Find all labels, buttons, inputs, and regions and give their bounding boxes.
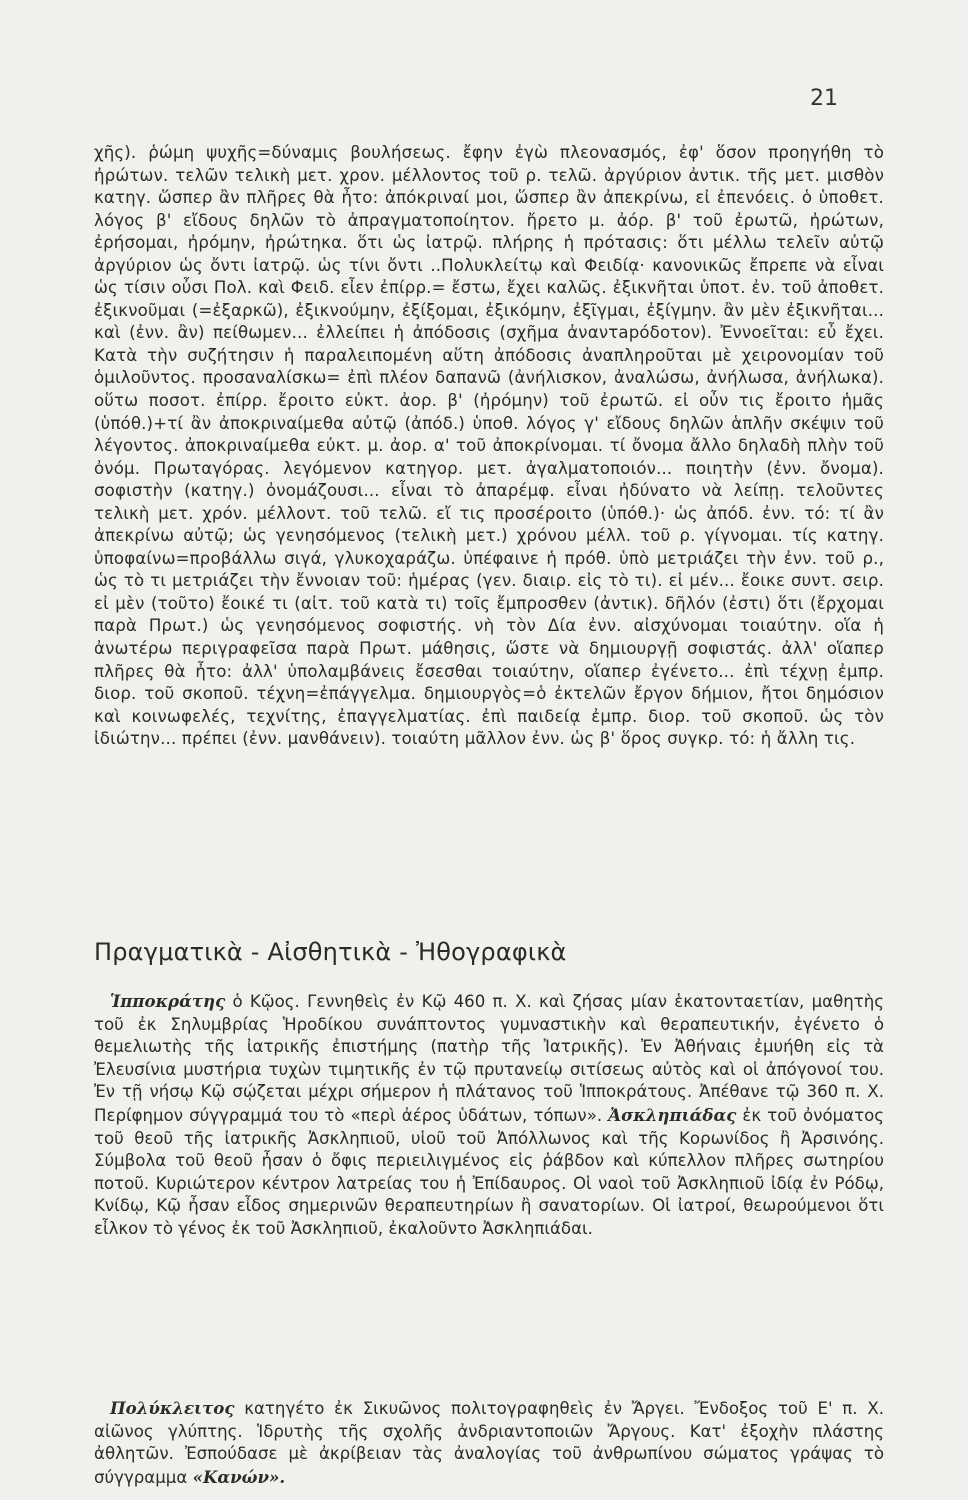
entry-name-hippocrates: Ἱπποκράτης <box>110 991 226 1011</box>
entry-name-asklepiades: Ἀσκληπιάδας <box>608 1104 737 1125</box>
entry-text-polykleitos: κατηγέτο ἐκ Σικυῶνος πολιτογραφηθεὶς ἐν Ἄργει. Ἔνδοξος τοῦ Ε' π. Χ. αἰῶνος γλύπτης. Ἱδρυτὴς τῆς σχολῆς ἀνδριαντοποιῶν Ἄργους. Κατ' ἐξοχὴν πλάστης ἀθλητῶν. Ἐσπούδασε μὲ ἀκρίβειαν τὰς ἀναλογίας τοῦ ἀνθρωπίνου σώματος γράψας τὸ σύγγραμμα <box>94 1399 884 1487</box>
entry-text-hippocrates: ὁ Κῷος. Γεννηθεὶς ἐν Κῷ 460 π. Χ. καὶ ζήσας μίαν ἑκατονταετίαν, μαθητὴς τοῦ ἐκ Σηλυμβρίας Ἡροδίκου συνάπτοντος γυμναστικὴν καὶ θεραπευτικήν, ἐγένετο ὁ θεμελιωτὴς τῆς ἰατρικῆς ἐπιστήμης (πατὴρ τῆς Ἰατρικῆς). Ἐν Ἀθήναις ἐμυήθη εἰς τὰ Ἐλευσίνια μυστήρια τυχὼν τιμητικῆς ἐν τῷ πρυτανείῳ σιτίσεως αὐτὸς καὶ οἱ ἀπόγονοί του. Ἐν τῇ νήσῳ Κῷ σῴζεται μέχρι σήμερον ἡ πλάτανος τοῦ Ἱπποκράτους. Ἀπέθανε τῷ 360 π. Χ. Περίφημον σύγγραμμά του τὸ «περὶ ἀέρος ὑδάτων, τόπων». <box>94 992 884 1125</box>
entry-polykleitos <box>94 1397 884 1489</box>
commentary-notes: χῆς). ῥώμη ψυχῆς=δύναμις βουλήσεως. ἔφην ἐγὼ πλεονασμός, ἐφ' ὅσον προηγήθη τὸ ἠρώτων. τελῶν τελικὴ μετ. χρον. μέλλοντος τοῦ ρ. τελῶ. ἀργύριον ἀντικ. τῆς μετ. μισθὸν κατηγ. ὥσπερ ἂν πλῆρες θὰ ἦτο: ἀπόκριναί μοι, ὥσπερ ἂν ἀπεκρίνω, εἰ ἐπενόεις. ὁ ὑποθετ. λόγος β' εἴδους δηλῶν τὸ ἀπραγματοποίητον. ἤρετο μ. ἀόρ. β' τοῦ ἐρωτῶ, ἠρώτων, ἐρήσομαι, ἠρόμην, ἠρώτηκα. ὅτι ὡς ἰατρῷ. πλήρης ἡ πρότασις: ὅτι μέλλω τελεῖν αὐτῷ ἀργύριον ὡς ὄντι ἰατρῷ. ὡς τίνι ὄντι ..Πολυκλείτῳ καὶ Φειδίᾳ· κανονικῶς ἔπρεπε νὰ εἶναι ὡς τίσιν οὖσι Πολ. καὶ Φειδ. εἶεν ἐπίρρ.= ἔστω, ἔχει καλῶς. ἐξικνῆται ὑποτ. ἐν. τοῦ ἀποθετ. ἐξικνοῦμαι (=ἐξαρκῶ), ἐξικνούμην, ἐξίξομαι, ἐξικόμην, ἐξῖγμαι, ἐξίγμην. ἂν μὲν ἐξικνῆται... καὶ (ἐνν. ἂν) πείθωμεν... ἐλλείπει ἡ ἀπόδοσις (σχῆμα ἀναντapόδοτον). Ἐννοεῖται: εὖ ἔχει. Κατὰ τὴν συζήτησιν ἡ παραλειπομένη αὕτη ἀπόδοσις ἀναπληροῦται μὲ χειρονομίαν τοῦ ὁμιλοῦντος. προσαναλίσκω= ἐπὶ πλέον δαπανῶ (ἀνήλισκον, ἀναλώσω, ἀνήλωσα, ἀνήλωκα). οὕτω ποσοτ. ἐπίρρ. ἔροιτο εὐκτ. ἀορ. β' (ἠρόμην) τοῦ ἐρωτῶ. εἰ οὖν τις ἔροιτο ἡμᾶς (ὑπόθ.)+τί ἂν ἀποκριναίμεθα αὐτῷ (ἀπόδ.) ὑποθ. λόγος γ' εἴδους δηλῶν ἁπλῆν σκέψιν τοῦ λέγοντος. ἀποκριναίμεθα εὐκτ. μ. ἀορ. α' τοῦ ἀποκρίνομαι. τί ὄνομα ἄλλο δηλαδὴ πλὴν τοῦ ὀνόμ. Πρωταγόρας. λεγόμενον κατηγορ. μετ. ἀγαλματοποιόν... ποιητὴν (ἐνν. ὄνομα). σοφιστὴν (κατηγ.) ὀνομάζουσι... εἶναι τὸ ἀπαρέμφ. εἶναι ἠδύνατο νὰ λείπῃ. τελοῦντες τελικὴ μετ. χρόν. μέλλοντ. τοῦ τελῶ. εἴ τις προσέροιτο (ὑπόθ.)· ὡς ἀπόδ. ἐνν. τό: τί ἂν ἀπεκρίνω αὐτῷ; ὡς γενησόμενος (τελικὴ μετ.) χρόνου μέλλ. τοῦ ρ. γίγνομαι. τίς κατηγ. ὑποφαίνω=προβάλλω σιγά, γλυκοχαράζω. ὑπέφαινε ἡ πρόθ. ὑπὸ μετριάζει τὴν ἐνν. τοῦ ρ., ὡς τὸ τι μετριάζει τὴν ἔννοιαν τοῦ: ἡμέρας (γεν. διαιρ. εἰς τὸ τι). εἰ μέν... ἔοικε συντ. σειρ. εἰ μὲν (τοῦτο) ἔοικέ τι (αἰτ. τοῦ κατὰ τι) τοῖς ἔμπροσθεν (ἀντικ). δῆλόν (ἐστι) ὅτι (ἔρχομαι παρὰ Πρωτ.) ὡς γενησόμενος σοφιστής. νὴ τὸν Δία ἐνν. αἰσχύνομαι τοιαύτην. οἵα ἡ ἀνωτέρω περιγραφεῖσα παρὰ Πρωτ. μάθησις, ὥστε νὰ δημιουργῇ σοφιστάς. ἀλλ' οἵαπερ πλῆρες θὰ ἦτο: ἀλλ' ὑπολαμβάνεις ἔσεσθαι τοιαύτην, οἵαπερ ἐγένετο... ἐπὶ τέχνῃ ἐμπρ. διορ. τοῦ σκοποῦ. τέχνη=ἐπάγγελμα. δημιουργὸς=ὁ ἐκτελῶν ἔργον δήμιον, ἤτοι δημόσιον καὶ κοινωφελές, τεχνίτης, ἐπαγγελματίας. ἐπὶ παιδείᾳ ἐμπρ. διορ. τοῦ σκοποῦ. ὡς τὸν ἰδιώτην... πρέπει (ἐνν. μανθάνειν). τοιαύτη μᾶλλον ἐνν. ὡς β' ὅρος συγκρ. τό: ἡ ἄλλη τις. <box>94 143 884 749</box>
entry-text-asklepiades: ἐκ τοῦ ὀνόματος τοῦ θεοῦ τῆς ἰατρικῆς Ἀσκληπιοῦ, υἱοῦ τοῦ Ἀπόλλωνος καὶ τῆς Κορωνίδος ἢ Ἀρσινόης. Σύμβολα τοῦ θεοῦ ἦσαν ὁ ὄφις περιειλιγμένος εἰς ῥάβδον καὶ κύπελλον πλῆρες σωτηρίου ποτοῦ. Κυριώτερον κέντρον λατρείας του ἡ Ἐπίδαυρος. Οἱ ναοὶ τοῦ Ἀσκληπιοῦ ἰδίᾳ ἐν Ρόδῳ, Κνίδῳ, Κῷ ἦσαν εἶδος σημερινῶν θεραπευτηρίων ἢ σανατορίων. Οἱ ἰατροί, θεωρούμενοι ὅτι εἶλκον τὸ γένος ἐκ τοῦ Ἀσκληπιοῦ, ἐκαλοῦντο Ἀσκληπιάδαι. <box>94 1105 885 1238</box>
page-number: 21 <box>810 86 838 111</box>
entry-hippocrates <box>94 990 884 1241</box>
entry-name-polykleitos: Πολύκλειτος <box>110 1398 235 1418</box>
section-heading: Πραγματικὰ - Αἰσθητικὰ - Ἠθογραφικὰ <box>94 938 567 966</box>
entry-work-kanon: «Κανών». <box>192 1466 286 1487</box>
